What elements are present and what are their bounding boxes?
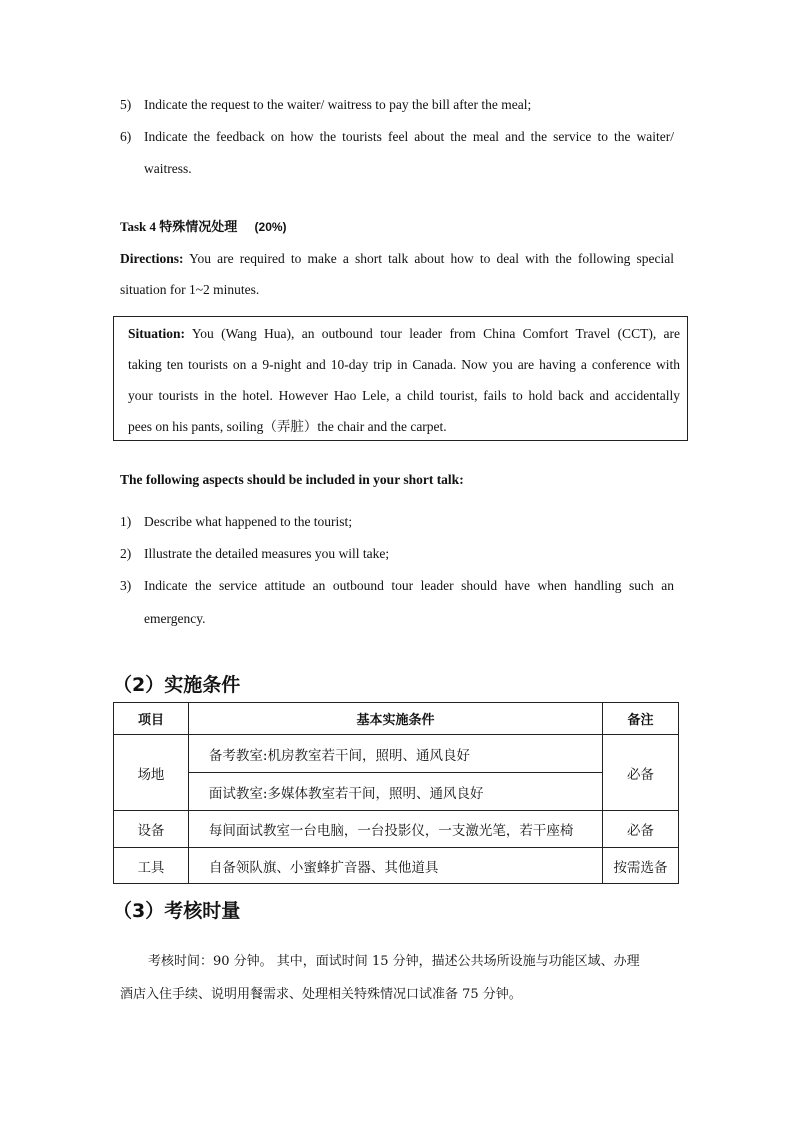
- table-row: [114, 773, 679, 811]
- cell-condition: 备考教室:机房教室若干间，照明、通风良好: [188, 735, 602, 773]
- cell-item: 设备: [114, 811, 189, 848]
- task-percent: (20%): [254, 220, 287, 234]
- situation-line: your tourists in the hotel. However Hao Lele, a child tourist, fails to hold back and accidentally: [128, 388, 680, 403]
- paragraph-line: 酒店入住手续、说明用餐需求、处理相关特殊情况口试准备 75 分钟。: [120, 987, 522, 1002]
- list-number: 2): [120, 546, 132, 561]
- cell-note: 必备: [603, 811, 679, 848]
- section-heading: （2）实施条件: [113, 674, 241, 696]
- paragraph-line: 考核时间：90 分钟。 其中，面试时间 15 分钟，描述公共场所设施与功能区域、办理: [148, 954, 640, 969]
- table-header-row: [114, 703, 679, 735]
- directions-line: situation for 1~2 minutes.: [120, 282, 260, 297]
- list-number: 1): [120, 514, 132, 529]
- header-conditions: 基本实施条件: [188, 703, 602, 735]
- task-title: Task 4 特殊情况处理: [120, 219, 238, 234]
- list-text: Indicate the request to the waiter/ waitress to pay the bill after the meal;: [144, 97, 532, 112]
- cell-condition: 面试教室:多媒体教室若干间，照明、通风良好: [188, 773, 602, 811]
- conditions-table: [113, 702, 679, 884]
- situation-text: You (Wang Hua), an outbound tour leader from China Comfort Travel (CCT), are: [191, 326, 680, 341]
- situation-line: [128, 325, 680, 343]
- cell-item: 工具: [114, 848, 189, 884]
- list-text: Indicate the service attitude an outbound tour leader should have when handling such an: [144, 578, 674, 593]
- header-item: 项目: [114, 703, 189, 735]
- list-continuation: emergency.: [144, 611, 206, 626]
- situation-label: Situation:: [128, 326, 186, 341]
- list-text: Illustrate the detailed measures you will take;: [144, 546, 390, 561]
- header-note: 备注: [603, 703, 679, 735]
- list-number: 5): [120, 97, 132, 112]
- list-number: 6): [120, 129, 132, 144]
- section-heading: （3）考核时量: [113, 900, 241, 922]
- situation-line: taking ten tourists on a 9-night and 10-day trip in Canada. Now you are having a conference with: [128, 357, 680, 372]
- task-heading: [120, 218, 287, 236]
- aspects-title: The following aspects should be included in your short talk:: [120, 472, 464, 487]
- table-row: [114, 811, 679, 848]
- list-text: Indicate the feedback on how the tourists feel about the meal and the service to the waiter/: [144, 129, 674, 144]
- cell-condition: 每间面试教室一台电脑，一台投影仪，一支激光笔，若干座椅: [188, 811, 602, 848]
- cell-condition: 自备领队旗、小蜜蜂扩音器、其他道具: [188, 848, 602, 884]
- cell-item: 场地: [114, 735, 189, 811]
- directions-line: [120, 250, 674, 268]
- cell-note: 必备: [603, 735, 679, 811]
- list-continuation: waitress.: [144, 161, 192, 176]
- directions-text: You are required to make a short talk about how to deal with the following special: [189, 251, 674, 266]
- situation-line: pees on his pants, soiling（弄脏）the chair and the carpet.: [128, 419, 447, 434]
- table-row: [114, 848, 679, 884]
- table-row: [114, 735, 679, 773]
- cell-note: 按需选备: [603, 848, 679, 884]
- list-number: 3): [120, 578, 132, 593]
- directions-label: Directions:: [120, 251, 184, 266]
- list-text: Describe what happened to the tourist;: [144, 514, 353, 529]
